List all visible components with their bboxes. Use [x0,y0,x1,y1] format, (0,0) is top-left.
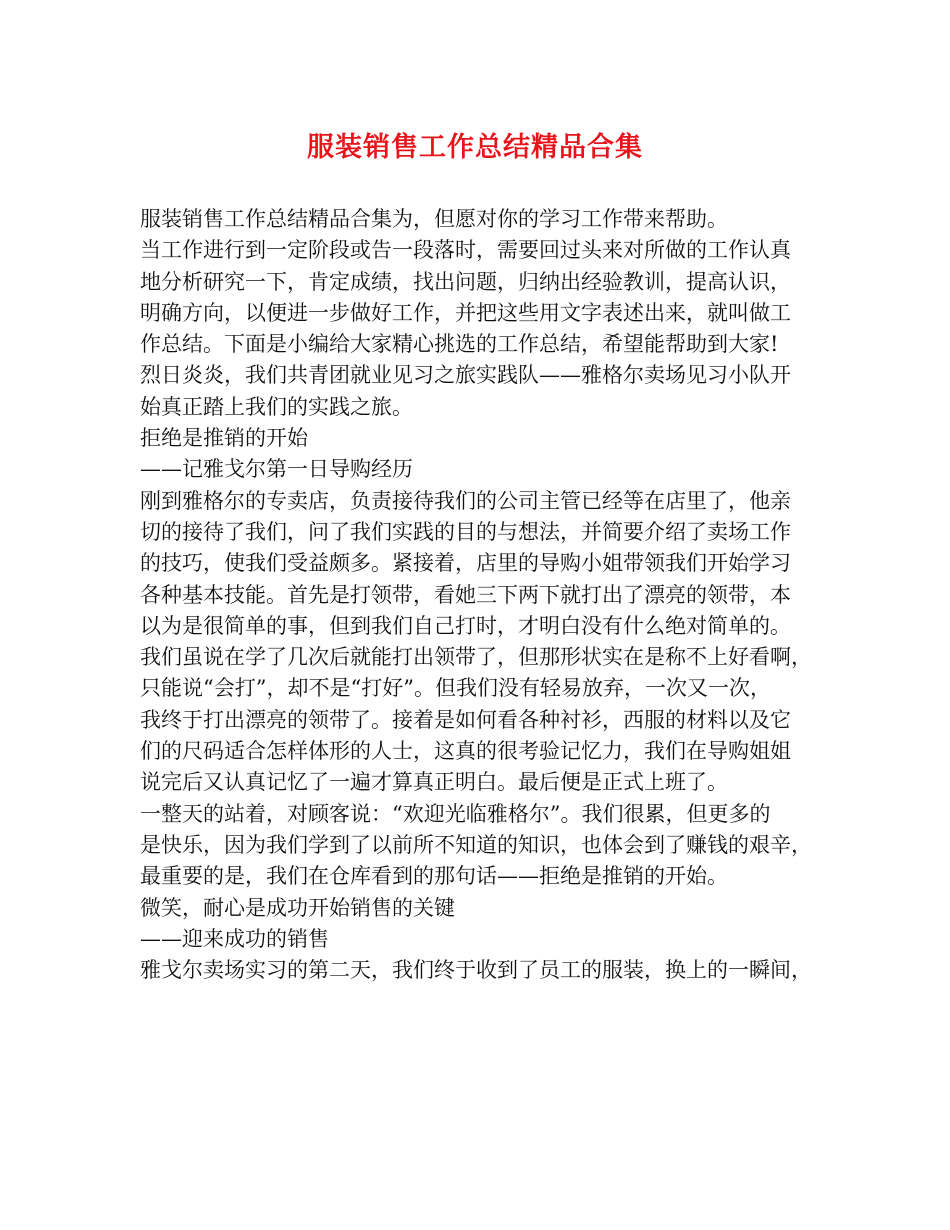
body-line: 我终于打出漂亮的领带了。接着是如何看各种衬衫，西服的材料以及它 [140,707,791,732]
section-heading: 微笑，耐心是成功开始销售的关键 [140,895,455,920]
section-heading: 拒绝是推销的开始 [140,426,308,451]
body-line: 最重要的是，我们在仓库看到的那句话——拒绝是推销的开始。 [140,864,728,889]
body-line: 当工作进行到一定阶段或告一段落时，需要回过头来对所做的工作认真 [140,238,791,263]
document-body [140,204,830,986]
body-line: 服装销售工作总结精品合集为，但愿对你的学习工作带来帮助。 [140,207,728,231]
body-line: 以为是很简单的事，但到我们自己打时，才明白没有什么绝对简单的。 [140,613,791,638]
body-line: 各种基本技能。首先是打领带，看她三下两下就打出了漂亮的领带，本 [140,582,791,607]
document-title: 服装销售工作总结精品合集 [307,132,643,163]
body-line: 我们虽说在学了几次后就能打出领带了，但那形状实在是称不上好看啊， [140,645,812,670]
body-line: 说完后又认真记忆了一遍才算真正明白。最后便是正式上班了。 [140,770,728,795]
body-line: 切的接待了我们，问了我们实践的目的与想法，并简要介绍了卖场工作 [140,519,791,544]
body-line: 刚到雅格尔的专卖店，负责接待我们的公司主管已经等在店里了，他亲 [140,488,791,513]
body-line: 们的尺码适合怎样体形的人士，这真的很考验记忆力，我们在导购姐姐 [140,739,791,764]
body-line: 的技巧，使我们受益颇多。紧接着，店里的导购小姐带领我们开始学习 [140,551,791,576]
body-line: 只能说“会打”，却不是“打好”。但我们没有轻易放弃，一次又一次， [140,676,771,701]
body-line: 烈日炎炎，我们共青团就业见习之旅实践队——雅格尔卖场见习小队开 [140,363,791,388]
body-line: 作总结。下面是小编给大家精心挑选的工作总结，希望能帮助到大家! [140,332,779,357]
body-line: 明确方向，以便进一步做好工作，并把这些用文字表述出来，就叫做工 [140,300,791,325]
section-subheading: ——迎来成功的销售 [140,926,329,951]
section-subheading: ——记雅戈尔第一日导购经历 [140,457,413,482]
body-line: 雅戈尔卖场实习的第二天，我们终于收到了员工的服装，换上的一瞬间， [140,958,812,983]
body-line: 是快乐，因为我们学到了以前所不知道的知识，也体会到了赚钱的艰辛， [140,832,812,857]
body-line: 始真正踏上我们的实践之旅。 [140,394,413,419]
body-line: 地分析研究一下，肯定成绩，找出问题，归纳出经验教训，提高认识， [140,269,791,294]
body-line: 一整天的站着，对顾客说：“欢迎光临雅格尔”。我们很累，但更多的 [140,801,771,826]
